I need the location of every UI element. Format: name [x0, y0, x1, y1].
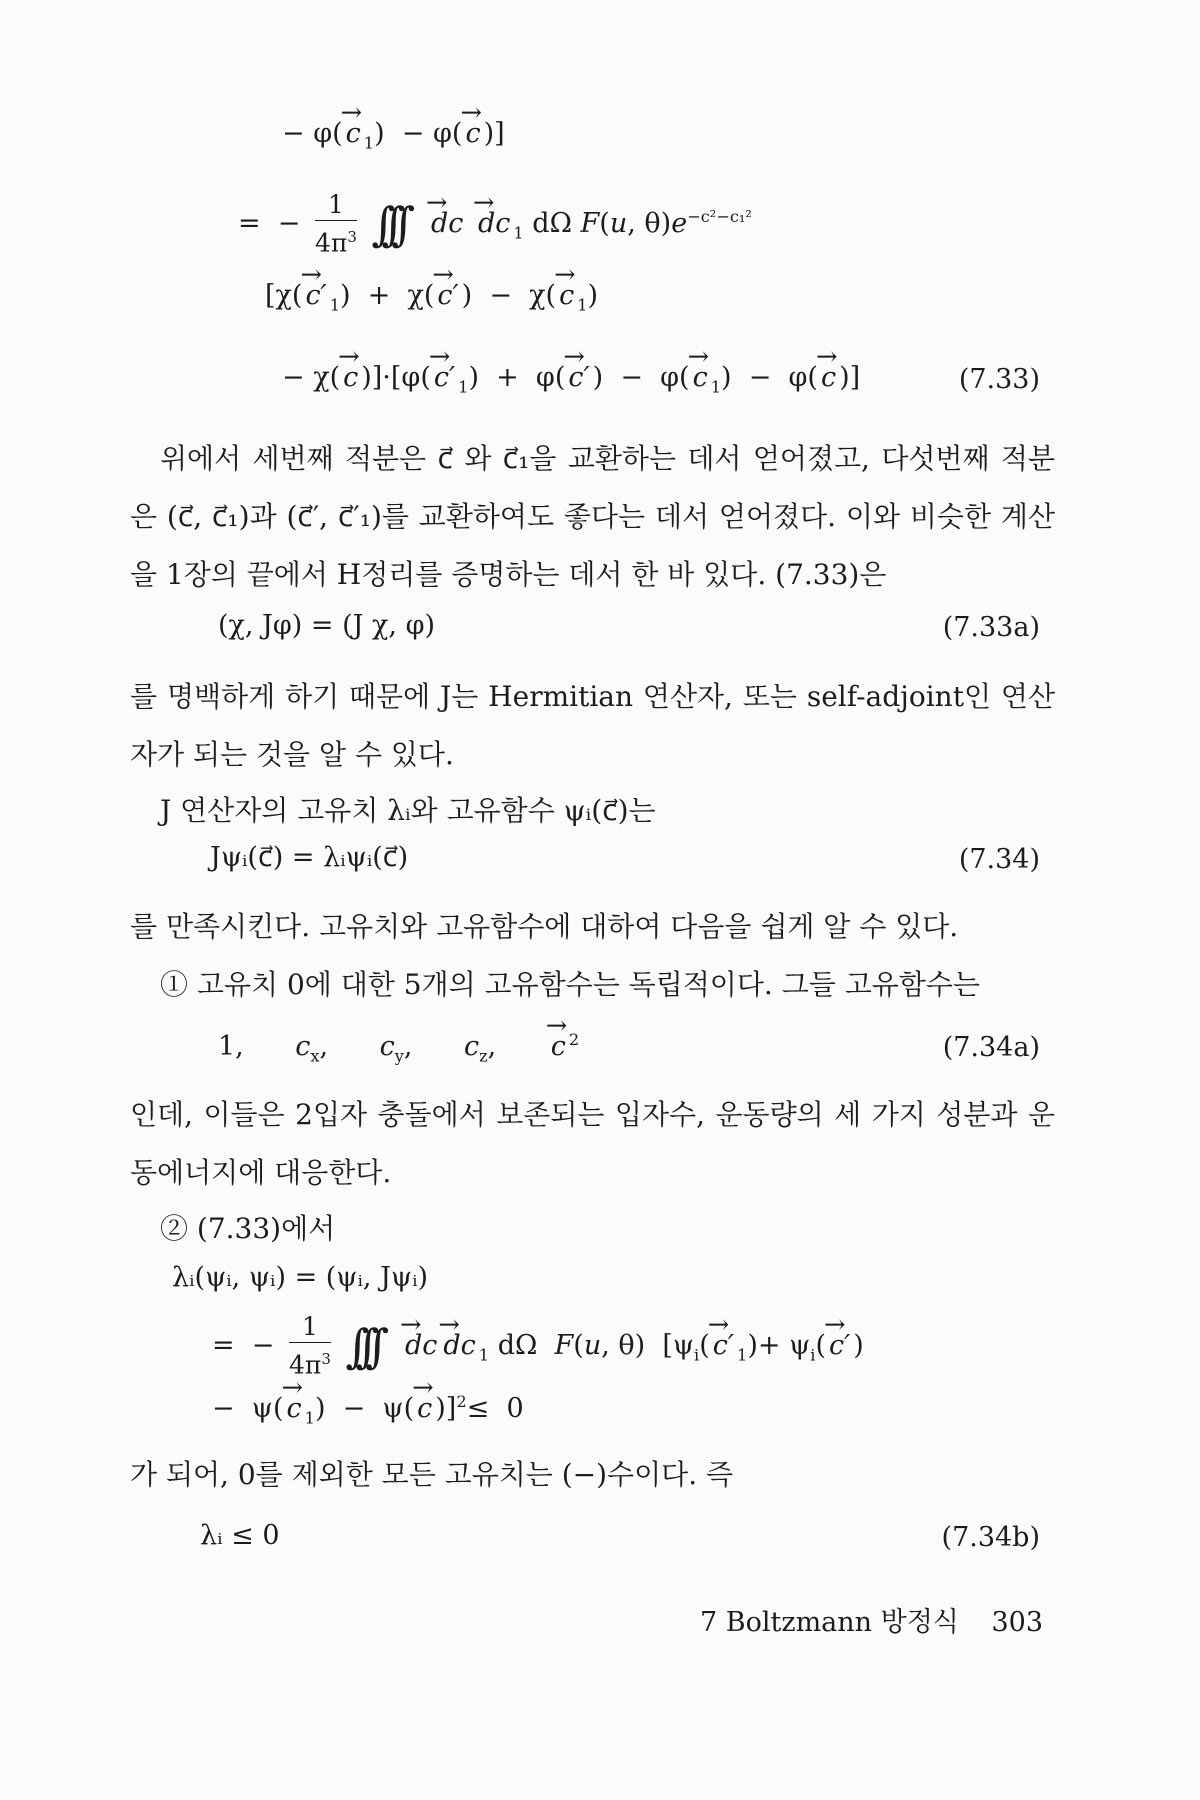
page-number: 303 — [991, 1607, 1044, 1638]
paragraph-5-text: ① 고유치 0에 대한 5개의 고유함수는 독립적이다. 그들 고유함수는 — [160, 968, 980, 1001]
equation-eigen-3: − ψ(→ c $_1$) − ψ(→ c )]$^2$≤ 0 — [212, 1392, 524, 1428]
paragraph-8 — [130, 1446, 1055, 1504]
paragraph-8-text: 가 되어, 0를 제외한 모든 고유치는 (−)수이다. 즉 — [130, 1458, 734, 1491]
paragraph-7 — [130, 1200, 1055, 1258]
paragraph-1 — [130, 430, 1055, 604]
paragraph-4-text: 를 만족시킨다. 고유치와 고유함수에 대하여 다음을 쉽게 알 수 있다. — [130, 910, 959, 943]
paragraph-2 — [130, 668, 1055, 784]
equation-eigen-2: = − $\frac{1}{4\pi^3}$ ∫∫∫ → dc→ dc $_1$ dΩ F(u, θ) [$\psi_i(\to c'$ $_1)+ \psi_i(\to c'$ ) — [212, 1312, 864, 1381]
paragraph-3 — [130, 782, 1055, 840]
equation-7-34a: 1, $c_x$, $c_y$, $c_z$, → c $^2$ — [218, 1030, 579, 1066]
equation-line-3: [χ(→ c′ $_1$) + χ(→ c′ ) − χ(→ c $_1$) — [265, 280, 598, 315]
equation-number-7-34b: (7.34b) — [941, 1522, 1040, 1553]
equation-7-34b: λᵢ ≤ 0 — [200, 1520, 280, 1551]
running-head: 7 Boltzmann 방정식 — [700, 1607, 959, 1638]
equation-number-7-34a: (7.34a) — [942, 1032, 1040, 1063]
paragraph-6 — [130, 1086, 1055, 1202]
paragraph-3-text: J 연산자의 고유치 λᵢ와 고유함수 ψᵢ(c⃗)는 — [160, 794, 656, 827]
paragraph-5 — [130, 956, 1055, 1014]
page-footer — [700, 1600, 1043, 1639]
equation-7-33a: (χ, Jφ) = (J χ, φ) — [218, 610, 436, 641]
equation-7-34: Jψᵢ(c⃗) = λᵢψᵢ(c⃗) — [210, 842, 409, 873]
paragraph-2-text: 를 명백하게 하기 때문에 J는 Hermitian 연산자, 또는 self-adjoint인 연산자가 되는 것을 알 수 있다. — [130, 680, 1055, 771]
equation-eigen-1: λᵢ(ψᵢ, ψᵢ) = (ψᵢ, Jψᵢ) — [172, 1262, 429, 1293]
paragraph-6-text: 인데, 이들은 2입자 충돌에서 보존되는 입자수, 운동량의 세 가지 성분과 운동에너지에 대응한다. — [130, 1098, 1055, 1189]
equation-line-4: − χ(→ c )]·[φ(→ c′ $_1$) + φ(→ c′ ) − φ(→ c $_1$) − φ(→ c )] — [282, 362, 860, 397]
paragraph-4 — [130, 898, 1055, 956]
equation-number-7-33a: (7.33a) — [942, 612, 1040, 643]
equation-number-7-34: (7.34) — [958, 844, 1040, 875]
equation-number-7-33: (7.33) — [958, 364, 1040, 395]
equation-line-1: − φ(→ c $_1$) − φ(→ c )] — [282, 118, 505, 153]
paragraph-1-text: 위에서 세번째 적분은 c⃗ 와 c⃗₁을 교환하는 데서 얻어졌고, 다섯번째 적분은 (c⃗, c⃗₁)과 (c⃗′, c⃗′₁)를 교환하여도 좋다는 데서 얻어졌다. 이와 비슷한 계산을 1장의 끝에서 H정리를 증명하는 데서 한 바 있다. (7.33)은 — [130, 442, 1055, 591]
paragraph-7-text: ② (7.33)에서 — [160, 1212, 336, 1245]
equation-line-2: = − $\frac{1}{4\pi^3}$ ∫∫∫ → dc → dc $_1$ dΩ F(u, $\theta)e^{-c^2-c_1^2}$ — [238, 190, 752, 259]
